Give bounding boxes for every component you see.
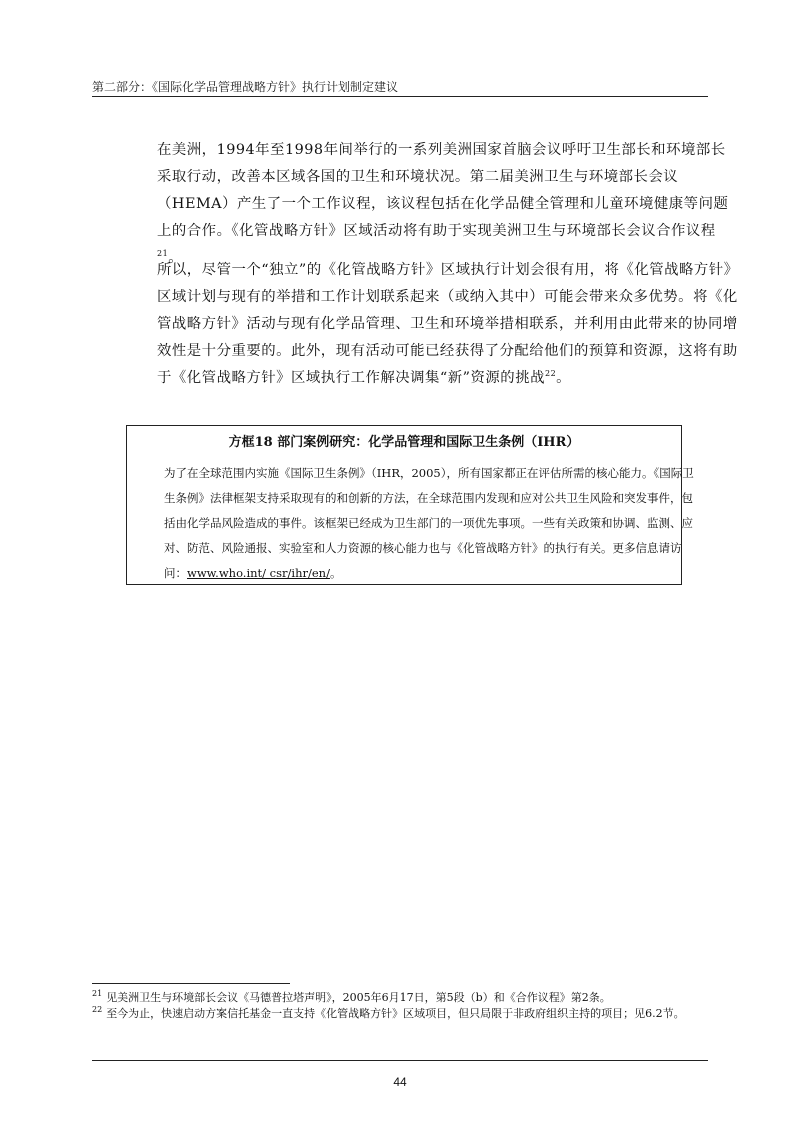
footnote-ref-21[interactable]: 21 — [157, 249, 169, 259]
body-paragraph-1 — [127, 137, 740, 272]
page-number: 44 — [393, 1075, 407, 1089]
who-ihr-link[interactable]: www.who.int/ csr/ihr/en/ — [187, 566, 330, 580]
paragraph-text: 所以，尽管一个“独立”的《化管战略方针》区域执行计划会很有用，将《化管战略方针》区域计划与现有的举措和工作计划联系起来（或纳入其中）可能会带来众多优势。将《化管战略方针》活动与现有化学品管理、卫生和环境举措相联系，并利用由此带来的协同增效性是十分重要的。此外，现有活动可能已经获得了分配给他们的预算和资源，这将有助于《化管战略方针》区域执行工作解决调集“新”资源的挑战 — [157, 262, 739, 386]
paragraph-end: 。 — [556, 370, 572, 386]
footnote-22 — [92, 1006, 708, 1022]
box-body — [134, 461, 704, 586]
running-header: 第二部分：《国际化学品管理战略方针》执行计划制定建议 — [92, 80, 399, 94]
footnote-ref-22[interactable]: 22 — [544, 369, 557, 379]
footnote-number: 22 — [92, 1005, 103, 1015]
box-body-end: 。 — [329, 566, 342, 580]
case-study-box — [126, 425, 694, 585]
header-divider — [92, 96, 708, 97]
footnotes — [92, 990, 708, 1022]
footnote-divider — [92, 983, 290, 984]
box-title: 方框18 部门案例研究：化学品管理和国际卫生条例（IHR） — [228, 435, 580, 450]
footnote-text: 至今为止，快速启动方案信托基金一直支持《化管战略方针》区域项目，但只局限于非政府组织主持的项目；见6.2节。 — [106, 1007, 685, 1020]
paragraph-end: 。 — [168, 250, 184, 266]
footer-divider — [92, 1060, 708, 1061]
body-paragraph-2 — [127, 257, 740, 392]
paragraph-text: 在美洲，1994年至1998年间举行的一系列美洲国家首脑会议呼吁卫生部长和环境部长采取行动，改善本区域各国的卫生和环境状况。第二届美洲卫生与环境部长会议（HEMA）产生了一个工作议程，该议程包括在化学品健全管理和儿童环境健康等问题上的合作。《化管战略方针》区域活动将有助于实现美洲卫生与环境部长会议合作议程 — [157, 142, 729, 239]
box-body-text: 为了在全球范围内实施《国际卫生条例》（IHR，2005），所有国家都正在评估所需的核心能力。《国际卫生条例》法律框架支持采取现有的和创新的方法，在全球范围内发现和应对公共卫生风险和突发事件，包括由化学品风险造成的事件。该框架已经成为卫生部门的一项优先事项。一些有关政策和协调、监测、应对、防范、风险通报、实验室和人力资源的核心能力也与《化管战略方针》的执行有关。更多信息请访问： — [164, 466, 694, 580]
footnote-number: 21 — [92, 989, 103, 999]
footnote-21 — [92, 990, 708, 1006]
footnote-text: 见美洲卫生与环境部长会议《马德普拉塔声明》，2005年6月17日，第5段（b）和《合作议程》第2条。 — [106, 991, 611, 1004]
